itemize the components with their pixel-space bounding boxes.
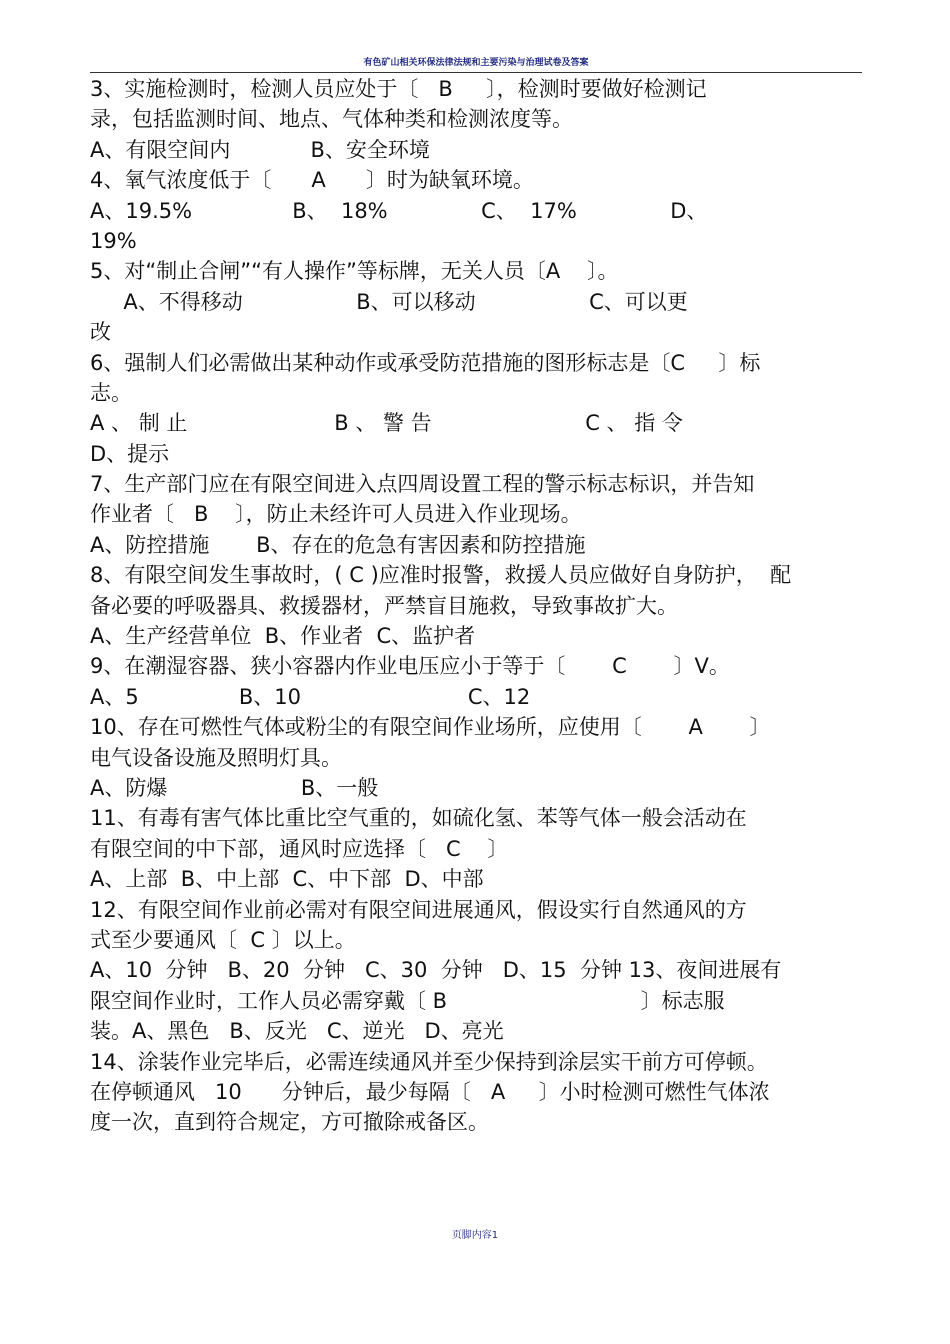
- text-line: 备必要的呼吸器具、救援器材，严禁盲目施救，导致事故扩大。: [90, 593, 678, 618]
- text-line: 电气设备设施及照明灯具。: [90, 745, 342, 770]
- text-line: 7、生产部门应在有限空间进入点四周设置工程的警示标志标识，并告知: [90, 472, 755, 497]
- text-line: A、防爆 B、一般: [90, 775, 379, 800]
- document-body: [90, 74, 864, 1138]
- text-line: 式至少要通风〔 C 〕以上。: [90, 927, 356, 952]
- text-line: 6、强制人们必需做出某种动作或承受防范措施的图形标志是〔C 〕标: [90, 350, 761, 375]
- text-line: 录，包括监测时间、地点、气体种类和检测浓度等。: [90, 107, 573, 132]
- text-line: 19%: [90, 228, 137, 253]
- text-line: A 、 制 止 B 、 警 告 C 、 指 令: [90, 411, 683, 436]
- text-line: 10、存在可燃性气体或粉尘的有限空间作业场所，应使用〔 A 〕: [90, 715, 771, 740]
- text-line: 装。A、黑色 B、反光 C、逆光 D、亮光: [90, 1019, 504, 1044]
- text-line: A、5 B、10 C、12: [90, 684, 531, 709]
- text-line: 度一次，直到符合规定，方可撤除戒备区。: [90, 1110, 489, 1135]
- text-line: A、10 分钟 B、20 分钟 C、30 分钟 D、15 分钟 13、夜间进展有: [90, 958, 782, 983]
- text-line: 14、涂装作业完毕后，必需连续通风并至少保持到涂层实干前方可停顿。: [90, 1049, 768, 1074]
- text-line: A、生产经营单位 B、作业者 C、监护者: [90, 624, 476, 649]
- text-line: A、防控措施 B、存在的危急有害因素和防控措施: [90, 532, 586, 557]
- text-line: 改: [90, 320, 111, 345]
- text-line: 作业者〔 B 〕，防止未经许可人员进入作业现场。: [90, 502, 582, 527]
- text-line: A、19.5% B、 18% C、 17% D、: [90, 198, 708, 223]
- text-line: 9、在潮湿容器、狭小容器内作业电压应小于等于〔 C 〕V。: [90, 654, 730, 679]
- text-line: D、提示: [90, 441, 170, 466]
- text-line: 有限空间的中下部，通风时应选择〔 C 〕: [90, 836, 509, 861]
- text-line: 8、有限空间发生事故时，( C )应准时报警，救援人员应做好自身防护， 配: [90, 563, 792, 588]
- text-line: 5、对“制止合闸”“有人操作”等标牌，无关人员〔A 〕。: [90, 259, 619, 284]
- text-line: A、上部 B、中上部 C、中下部 D、中部: [90, 867, 484, 892]
- text-line: 志。: [90, 380, 132, 405]
- text-line: 在停顿通风 10 分钟后，最少每隔〔 A 〕小时检测可燃性气体浓: [90, 1079, 770, 1104]
- text-line: 限空间作业时，工作人员必需穿戴〔 B 〕标志服: [90, 988, 725, 1013]
- text-line: 11、有毒有害气体比重比空气重的，如硫化氢、苯等气体一般会活动在: [90, 806, 747, 831]
- text-line: 4、氧气浓度低于〔 A 〕时为缺氧环境。: [90, 168, 534, 193]
- text-line: 12、有限空间作业前必需对有限空间进展通风，假设实行自然通风的方: [90, 897, 747, 922]
- text-line: A、不得移动 B、可以移动 C、可以更: [90, 289, 688, 314]
- text-line: A、有限空间内 B、安全环境: [90, 137, 430, 162]
- page-header: 有色矿山相关环保法律法规和主要污染与治理试卷及答案: [90, 56, 862, 73]
- text-line: 3、实施检测时，检测人员应处于〔 B 〕，检测时要做好检测记: [90, 77, 707, 101]
- page-footer: 页脚内容1: [451, 1230, 499, 1241]
